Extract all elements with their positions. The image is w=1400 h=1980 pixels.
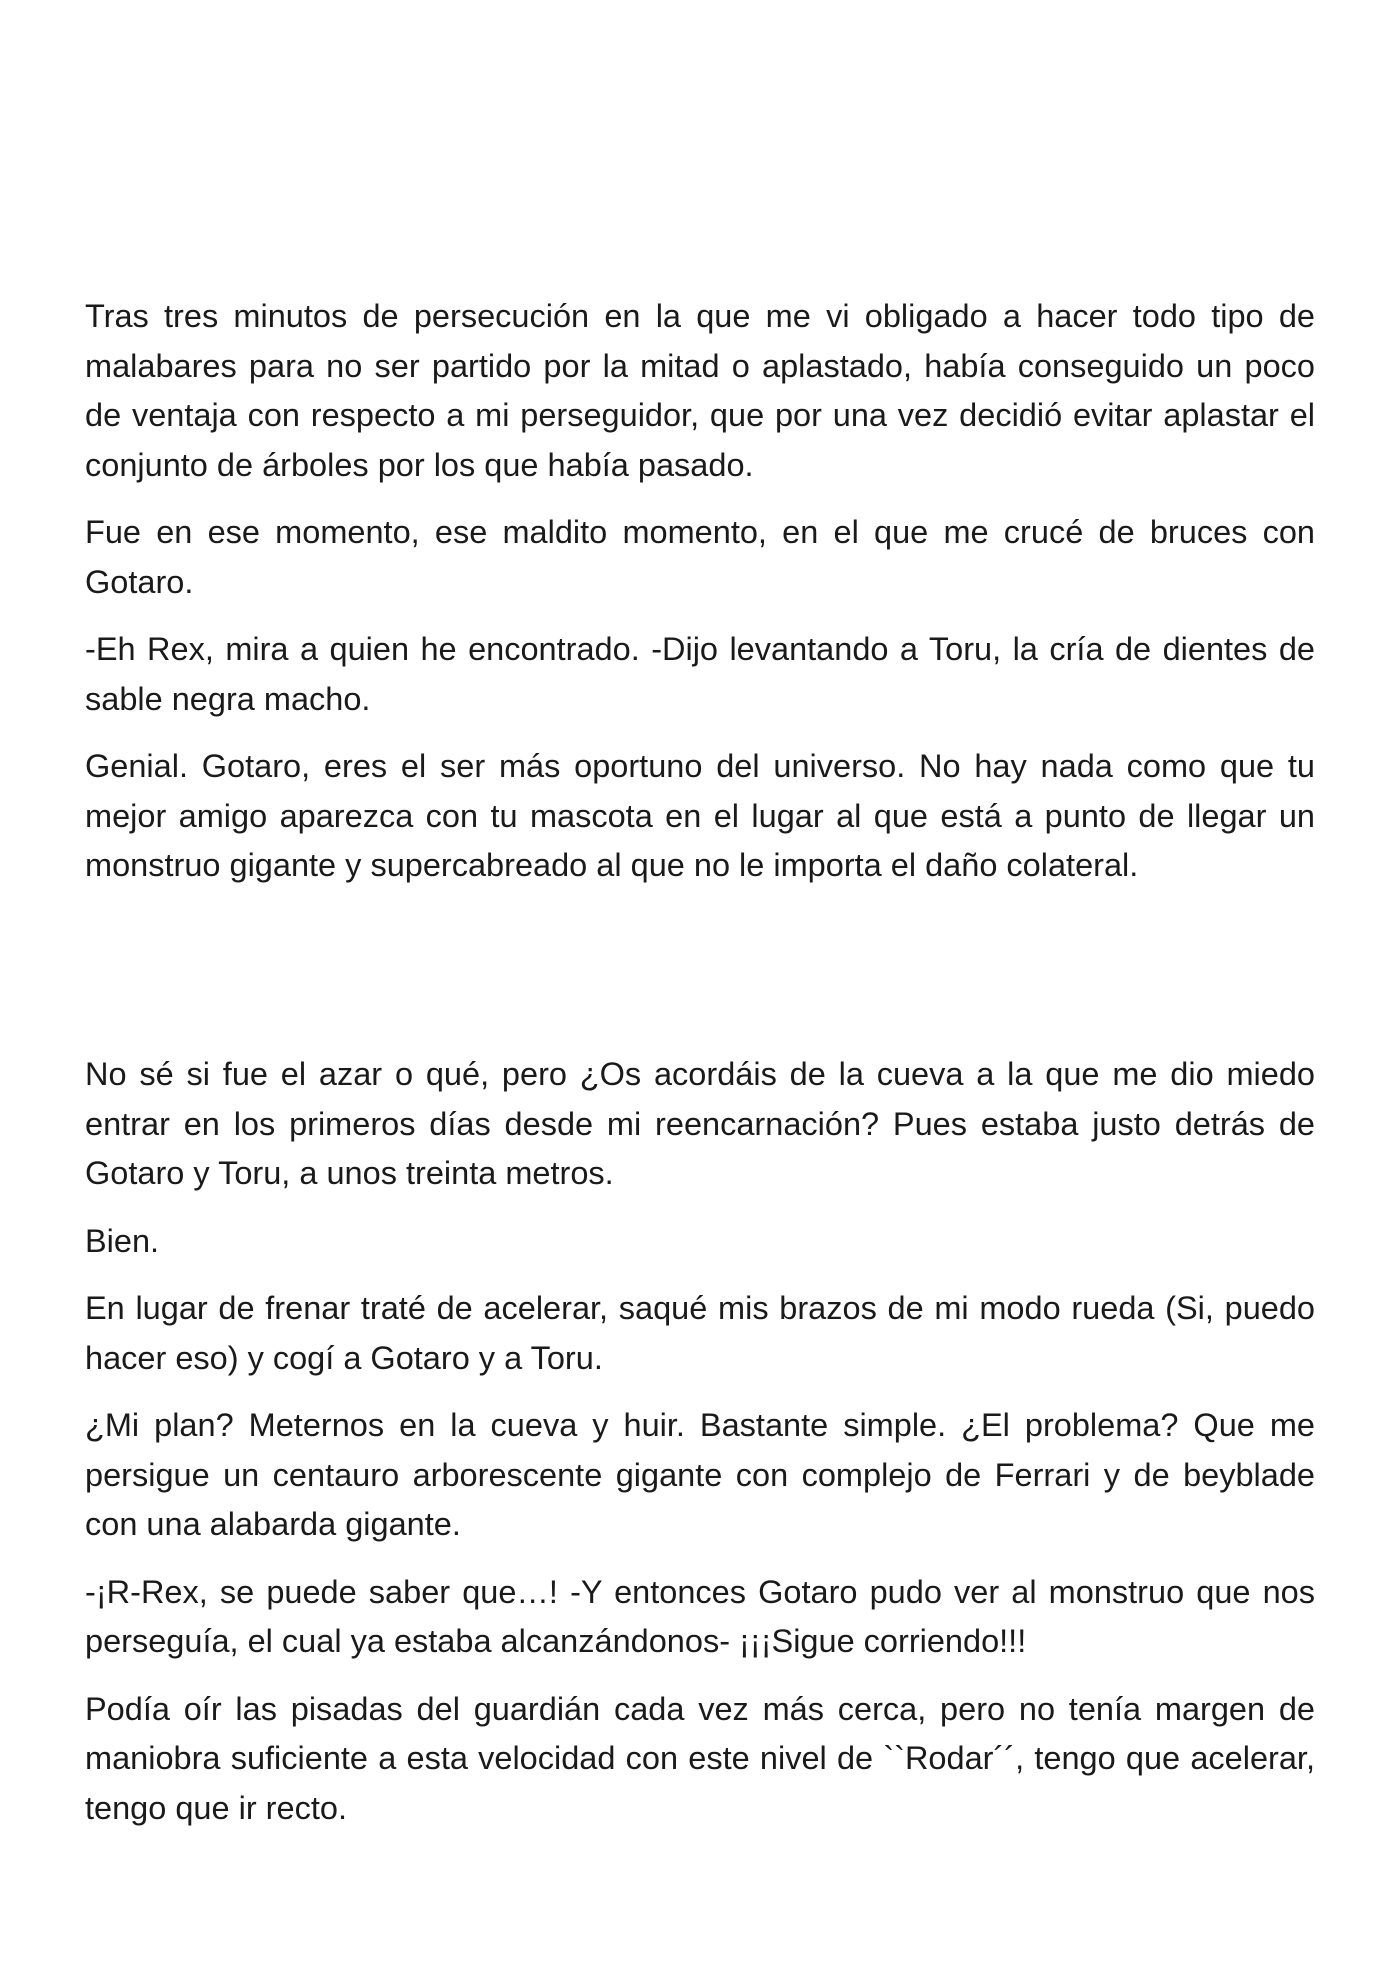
paragraph: Fue en ese momento, ese maldito momento, en el que me crucé de bruces con Gotaro. — [85, 514, 1315, 600]
text-section-1 — [85, 292, 1315, 909]
paragraph: No sé si fue el azar o qué, pero ¿Os acordáis de la cueva a la que me dio miedo entrar en los primeros días desde mi reencarnación? Pues estaba justo detrás de Gotaro y Toru, a unos treinta metros. — [85, 1056, 1315, 1191]
paragraph: Bien. — [85, 1222, 160, 1259]
paragraph: ¿Mi plan? Meternos en la cueva y huir. Bastante simple. ¿El problema? Que me persigue un centauro arborescente gigante con complejo de Ferrari y de beyblade con una alabarda gigante. — [85, 1407, 1315, 1542]
paragraph: Tras tres minutos de persecución en la que me vi obligado a hacer todo tipo de malabares para no ser partido por la mitad o aplastado, había conseguido un poco de ventaja con respecto a mi perseguidor, que por una vez decidió evitar aplastar el conjunto de árboles por los que había pasado. — [85, 298, 1315, 483]
text-section-2 — [85, 1050, 1315, 1851]
paragraph: En lugar de frenar traté de acelerar, saqué mis brazos de mi modo rueda (Si, puedo hacer eso) y cogí a Gotaro y a Toru. — [85, 1290, 1315, 1376]
paragraph: -Eh Rex, mira a quien he encontrado. -Dijo levantando a Toru, la cría de dientes de sable negra macho. — [85, 631, 1315, 717]
paragraph: Genial. Gotaro, eres el ser más oportuno del universo. No hay nada como que tu mejor amigo aparezca con tu mascota en el lugar al que está a punto de llegar un monstruo gigante y supercabreado al que no le importa el daño colateral. — [85, 748, 1315, 883]
paragraph: -¡R-Rex, se puede saber que…! -Y entonces Gotaro pudo ver al monstruo que nos perseguía, el cual ya estaba alcanzándonos- ¡¡¡Sigue corriendo!!! — [85, 1573, 1315, 1659]
paragraph: Podía oír las pisadas del guardián cada vez más cerca, pero no tenía margen de maniobra suficiente a esta velocidad con este nivel de ``Rodar´´, tengo que acelerar, tengo que ir recto. — [85, 1690, 1315, 1826]
